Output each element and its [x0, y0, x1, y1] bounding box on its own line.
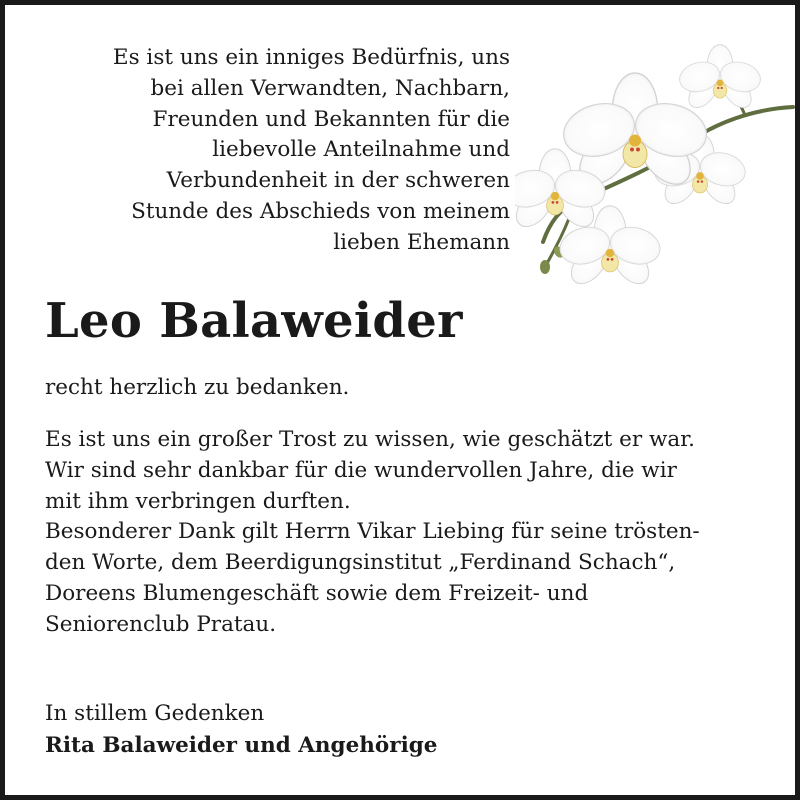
signature: Rita Balaweider und Angehörige	[45, 733, 438, 758]
intro-line: liebevolle Anteilnahme und	[212, 137, 510, 163]
intro-line: Freunden und Bekannten für die	[152, 106, 510, 132]
body-line: mit ihm verbringen durften.	[45, 488, 351, 514]
intro-line: Verbundenheit in der schweren	[166, 168, 510, 194]
intro-line: Stunde des Abschieds von meinem	[131, 198, 510, 224]
body-line: Es ist uns ein großer Trost zu wissen, wie geschätzt er war.	[45, 427, 695, 452]
body-line: Seniorenclub Pratau.	[45, 611, 277, 637]
white-orchid-icon	[515, 27, 795, 287]
closing-block	[45, 698, 437, 762]
body-paragraph	[45, 425, 700, 641]
intro-line: Es ist uns ein inniges Bedürfnis, uns	[112, 45, 510, 70]
body-line: Besonderer Dank gilt Herrn Vikar Liebing für seine trösten-	[45, 519, 700, 545]
body-line: Wir sind sehr dankbar für die wundervollen Jahre, die wir	[45, 457, 677, 483]
body-line: den Worte, dem Beerdigungsinstitut „Ferdinand Schach“,	[45, 550, 676, 576]
thanks-line: recht herzlich zu bedanken.	[45, 375, 350, 400]
intro-paragraph	[40, 43, 510, 259]
intro-line: lieben Ehemann	[333, 229, 510, 255]
body-line: Doreens Blumengeschäft sowie dem Freizeit- und	[45, 580, 589, 606]
intro-line: bei allen Verwandten, Nachbarn,	[150, 75, 510, 101]
remembrance-line: In stillem Gedenken	[45, 701, 265, 726]
deceased-name: Leo Balaweider	[45, 293, 463, 349]
